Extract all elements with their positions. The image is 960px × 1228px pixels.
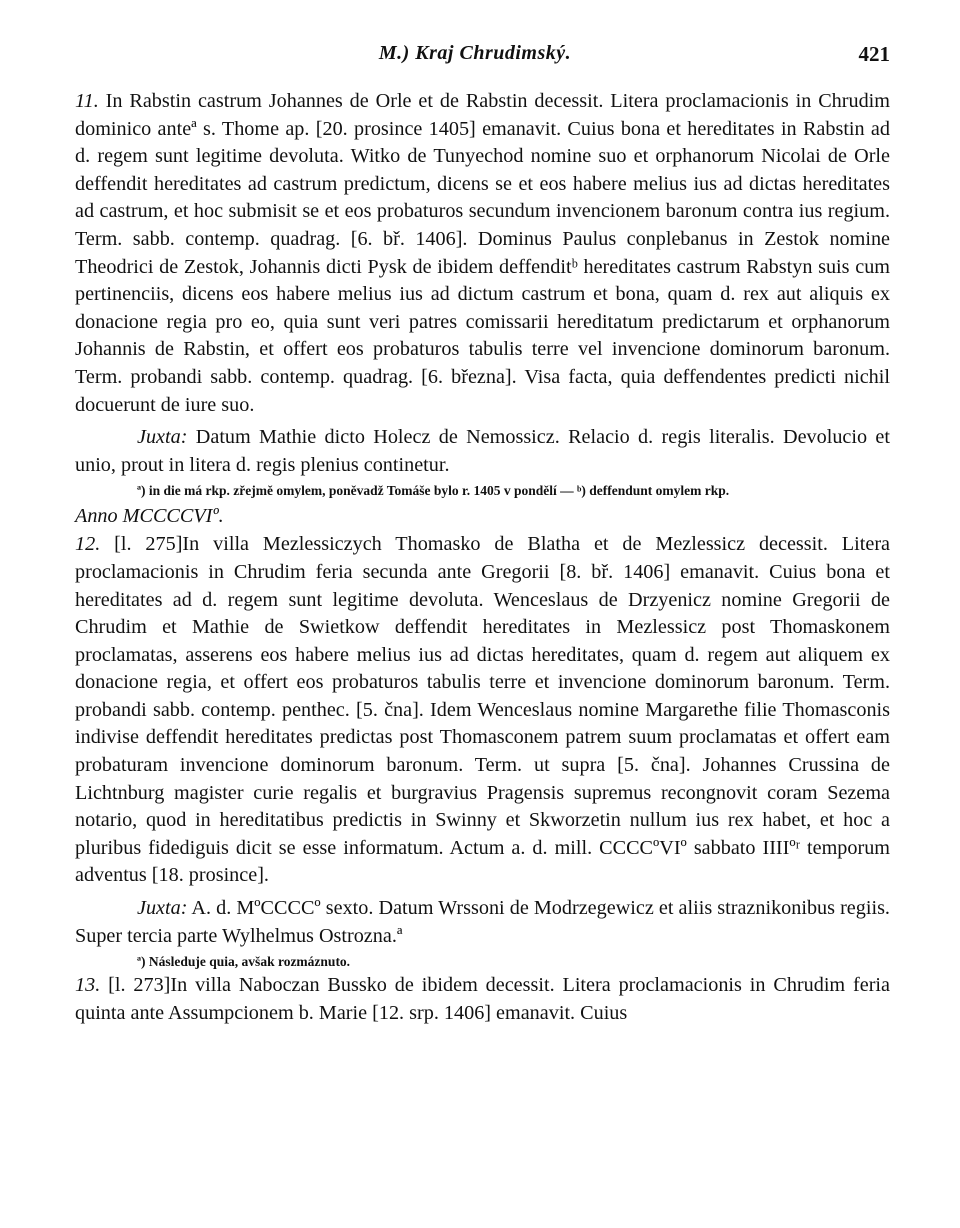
year-heading: Anno MCCCCVIº. bbox=[75, 505, 224, 528]
entry-12 bbox=[75, 531, 890, 890]
entry-11 bbox=[75, 88, 890, 419]
page-body bbox=[75, 88, 890, 1027]
footnotes-11: ª) in die má rkp. zřejmě omylem, poněvadž Tomáše bylo r. 1405 v pondělí — ᵇ) deffendunt omylem rkp. bbox=[137, 483, 730, 499]
entry-number: 13. bbox=[75, 974, 101, 997]
page-header bbox=[60, 42, 890, 72]
entry-number: 12. bbox=[75, 533, 101, 556]
entry-13 bbox=[75, 972, 890, 1027]
entry-number: 11. bbox=[75, 90, 99, 112]
entry-text: [l. 273]In villa Naboczan Bussko de ibidem decessit. Litera proclamacionis in Chrudim feria quinta ante Assumpcionem b. Marie [12. srp. 1406] emanavit. Cuius bbox=[75, 974, 890, 1024]
juxta-text: Datum Mathie dicto Holecz de Nemossicz. Relacio d. regis literalis. Devolucio et unio, prout in litera d. regis plenius continetur. bbox=[75, 426, 890, 476]
juxta-12 bbox=[75, 895, 890, 950]
running-title: M.) Kraj Chrudimský. bbox=[378, 42, 572, 64]
juxta-label: Juxta: bbox=[137, 897, 188, 920]
juxta-text: A. d. MºCCCCº sexto. Datum Wrssoni de Modrzegewicz et aliis straznikonibus regiis. Super tercia parte Wylhelmus Ostrozna.ª bbox=[75, 897, 890, 947]
entry-text: [l. 275]In villa Mezlessiczych Thomasko de Blatha et de Mezlessicz decessit. Litera proclamacionis in Chrudim feria secunda ante Gregorii [8. bř. 1406] emanavit. Cuius bona et hereditates ad d. regem sunt legitime devoluta. Wenceslaus de Drzyenicz nomine Gregorii de Chrudim et Mathie de Swietkow deffendit hereditates in Mezlessicz post Thomaskonem proclamatas, asserens eos habere melius ius ad dictas hereditates, quam d. regem aut aliquem ex donacione regia, et offert eos probaturos tabulis terre et invencione dominorum baronum. Term. probandi sabb. contemp. penthec. [5. čna]. Idem Wenceslaus nomine Margarethe filie Thomasconis indivise deffendit hereditates predictas post Thomasconem patrem suum proclamatas et offert eam probaturam invencione dominorum baronum. Term. ut supra [5. čna]. Johannes Crussina de Lichtnburg magister curie regalis et burgravius Pragensis supremus recongnovit coram Sezema notario, quod in hereditatibus predictis in Swinny et Skworzetin nullum ius rex habet, et hoc a pluribus fidediguis dicit se esse informatum. Actum a. d. mill. CCCCºVIº sabbato IIIIºʳ temporum adventus [18. prosince]. bbox=[75, 533, 891, 887]
entry-text: In Rabstin castrum Johannes de Orle et de Rabstin decessit. Litera proclamacionis in Chrudim dominico anteª s. Thome ap. [20. prosince 1405] emanavit. Cuius bona et hereditates in Rabstin ad d. regem sunt legitime devoluta. Witko de Tunyechod nomine suo et orphanorum Nicolai de Orle deffendit hereditates ad castrum predictum, dicens se et eos habere melius ius ad dictas hereditates ad castrum, et hoc submisit se et eos probaturos secundum invencionem baronum contra ius regium. Term. sabb. contemp. quadrag. [6. bř. 1406]. Dominus Paulus conplebanus in Zestok nomine Theodrici de Zestok, Johannis dicti Pysk de ibidem deffenditᵇ hereditates castrum Rabstyn suis cum pertinenciis, dicens eos habere melius ius ad dictum castrum et bona, quam d. rex aut aliquis ex donacione regia pro eo, quia sunt veri patres comissarii hereditatum predictarum et orphanorum Johannis de Rabstin, et offert eos probaturos tabulis terre vel invencione dominorum baronum. Term. probandi sabb. contemp. quadrag. [6. března]. Visa facta, quia deffendentes predicti nichil docuerunt de iure suo. bbox=[75, 90, 890, 416]
footnotes-12: ª) Následuje quia, avšak rozmáznuto. bbox=[137, 954, 351, 970]
juxta-label: Juxta: bbox=[137, 426, 188, 449]
juxta-11 bbox=[75, 424, 890, 479]
page-number: 421 bbox=[858, 42, 890, 66]
